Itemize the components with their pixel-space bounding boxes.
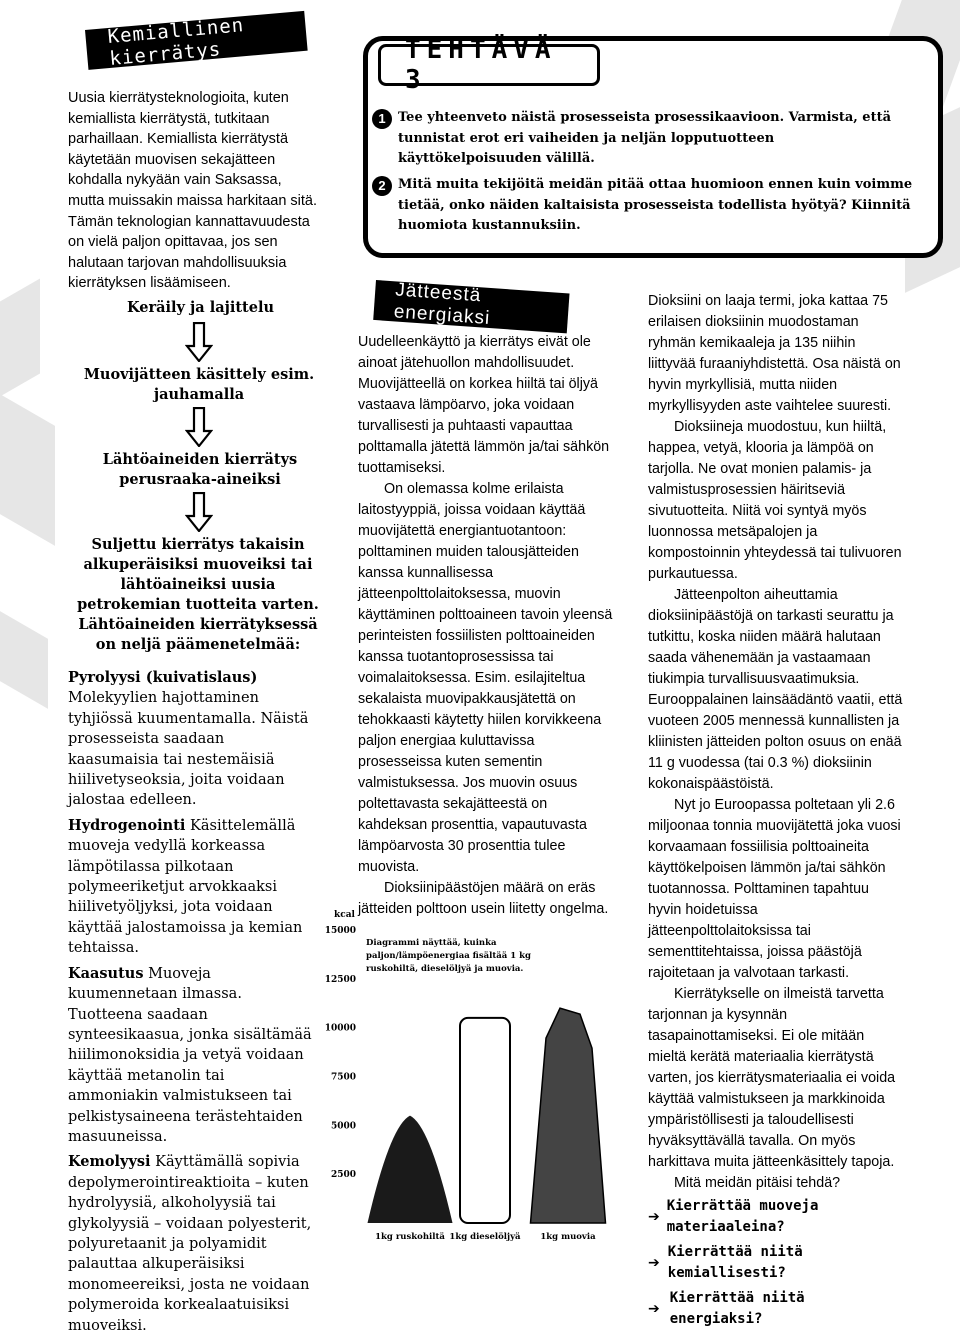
y-tick-label: 12500 (324, 974, 356, 985)
section-header-waste-to-energy: Jätteestä energiaksi (373, 280, 569, 333)
x-category-label: 1kg ruskohiltä (375, 1232, 445, 1242)
bar-lignite-pile (368, 1116, 453, 1223)
method-chemolysis: Kemolyysi Käyttämällä sopivia depolymerointireaktioita – kuten hydrolyysiä, alkoholyysiä tai glykolyysiä – voidaan polyesterit, polyuretaanit ja polyamidit palauttaa alkuperäisiksi monomeereiksi, josta ne voidaan polymeroida korkealaatuisiksi muoveiksi. (68, 1153, 312, 1334)
chart-annotation: Diagrammi näyttää, kuinka paljon/lämpöenergiaa fisältää 1 kg ruskohiltä, dieselöljyä ja muovia. (366, 938, 531, 974)
paragraph: Jätteenpolton aiheuttamia dioksiinipäästöjä on tarkasti seurattu ja tutkittu, koska niiden määrä halutaan saada vähenemään ja vastaamaan tiukimpia turvallisuusvaatimuksia. Eurooppalainen lainsäädäntö vaatii, että vuoteen 2005 mennessä kunnallisten ja kliinisten jätteiden polton osuus on enää 11 g vuodessa (tai 0.3 %) dioksiinin kokonaispäästöistä. (648, 587, 903, 792)
paragraph: Dioksiini on laaja termi, joka kattaa 75 erilaisen dioksiinin muodostaman ryhmän kemikaaleja ja 135 niihin liittyvää furaaniyhdistettä. Osa näistä on hyvin myrkyllisiä, mutta niiden myrkyllisyyden aste vaihtelee suuresti. (648, 293, 901, 414)
flow-arrow-down-icon (185, 492, 213, 532)
decorative-shape-left-bottom (0, 611, 48, 709)
energy-value-chart (320, 905, 620, 1245)
method-pyrolysis: Pyrolyysi (kuivatislaus) Molekyylien hajottaminen tyhjiössä kuumentamalla. Näistä prosesseista saadaan kaasumaisia tai nestemäisiä hiilivetyseoksia, joita voidaan jalostaa edelleen. (68, 669, 309, 809)
bar-plastic-pile (531, 1008, 606, 1223)
task-item-2: 2 Mitä muita tekijöitä meidän pitää ottaa huomioon ennen kuin voimme tietää, onko näiden kaltaisista prosesseista todellista hyötyä? Kiinnitä huomiota kustannuksiin. (398, 175, 918, 237)
chart-ylabel: kcal (334, 910, 355, 920)
y-tick-label: 5000 (330, 1121, 356, 1132)
energy-text-middle-column (358, 332, 613, 920)
method-hydrogenation: Hydrogenointi Käsittelemällä muoveja vedyllä korkeassa lämpötilassa pilkotaan polymeeriketjut arvokkaaksi hiilivetyöljyksi, jota voidaan käyttää jalostamoissa ja kemian tehtaissa. (68, 816, 303, 957)
flow-arrow-down-icon (185, 407, 213, 447)
decorative-shape-left-top (0, 278, 40, 396)
question-item: ➔ Kierrättää niitä kemiallisesti? (648, 1244, 803, 1281)
task-number-1: 1 (372, 109, 392, 129)
question-item: ➔ Kierrättää muoveja materiaaleina? (648, 1198, 819, 1235)
question-lead: Mitä meidän pitäisi tehdä? (674, 1175, 841, 1191)
energy-text-right-column (648, 291, 903, 1330)
x-category-label: 1kg muovia (540, 1232, 596, 1242)
paragraph: On olemassa kolme erilaista laitostyyppiä, joissa voidaan käyttää muovijätettä energiantuotantoon: polttaminen muiden talousjätteiden kanssa kunnallisessa jätteenpolttolaitoksessa, muovin käyttäminen polttoaineen tavoin yleensä perinteisten fossiilisten polttoaineiden kanssa tuotantoprosessissa tai voimalaitoksessa. Esim. esilajiteltua sekalaista muovipakkausjätettä on tehokkaasti käytetty hiilen korvikkeena paljon energiaa kuluttavissa prosesseissa kuten sementin valmistuksessa. Jos muovin osuus poltettavasta sekajätteestä on kahdeksan prosenttia, vapautuvasta lämpöarvosta 30 prosenttia tulee muovista. (358, 481, 613, 875)
question-item: ➔ Kierrättää niitä energiaksi? (648, 1290, 805, 1327)
flow-arrow-down-icon (185, 322, 213, 362)
x-category-label: 1kg dieselöljyä (449, 1232, 521, 1242)
flow-step-closed-loop: Suljettu kierrätys takaisin alkuperäisiksi muoveiksi tai lähtöaineiksi uusia petrokemian tuotteita varten. Lähtöaineiden kierrätyksessä on neljä päämenetelmää: (77, 536, 319, 653)
paragraph: Dioksiineja muodostuu, kun hiiltä, happea, vetyä, klooria ja lämpöä on tarjolla. Ne ovat monien palamis- ja valmistusprosessien häiritseviä sivutuotteita. Niitä voi syntyä myös luonnossa metsäpalojen ja kompostoinnin yhteydessä tai tulivuoren purkautuessa. (648, 419, 902, 582)
paragraph: Dioksiinipäästöjen määrä on eräs jätteiden polttoon usein liitetty ongelma. (358, 880, 609, 917)
paragraph: Nyt jo Euroopassa poltetaan yli 2.6 miljoonaa tonnia muovijätettä joka vuosi korvaamaan fossiilisia polttoaineita käyttökelpoisen lämmön ja/tai sähkön tuotannossa. Polttaminen tapahtuu hyvin hoidetuissa jätteenpolttolaitoksissa tai sementtitehtaissa, joissa päästöjä rajoitetaan ja valvotaan tarkasti. (648, 797, 901, 981)
section-header-chemical-recycling: Kemiallinen kierrätys (85, 11, 308, 70)
arrow-right-icon: ➔ (648, 1300, 660, 1317)
arrow-right-icon: ➔ (648, 1254, 660, 1271)
flow-step-collection: Keräily ja lajittelu (126, 299, 275, 316)
arrow-right-icon: ➔ (648, 1208, 660, 1225)
task-number-2: 2 (372, 176, 392, 196)
task-item-1: 1 Tee yhteenveto näistä prosesseista prosessikaavioon. Varmista, että tunnistat erot eri vaiheiden ja neljän lopputuotteen käyttökelpoisuuden välillä. (398, 108, 918, 170)
methods-list (68, 668, 318, 1341)
paragraph: Kierrätykselle on ilmeistä tarvetta tarjonnan ja kysynnän tasapainottamiseksi. Ei ole mitään mieltä kerätä materiaalia kierrätystä varten, jos kierrätysmateriaalia ei voida käyttää valmistukseen ja markkinoida ympäristöllisesti ja taloudellisesti hyväksyttävällä tavalla. On myös harkittava muita jätteenkäsittely tapoja. (648, 986, 896, 1170)
task-title: TEHTÄVÄ 3 (378, 44, 600, 86)
flow-step-grinding: Muovijätteen käsittely esim. jauhamalla (83, 366, 315, 403)
intro-paragraph: Uusia kierrätysteknologioita, kuten kemiallista kierrätystä, tutkitaan parhaillaan. Kemiallista kierrätystä käytetään muovisen sekajätteen kohdalla nykyään vain Saksassa, mutta muissakin maissa harkitaan sitä. Tämän teknologian kannattavuudesta on vielä paljon opittavaa, jos sen halutaan tarjovan mahdollisuuksia kierrätyksen lisäämiseen. (68, 90, 318, 292)
flow-step-feedstock: Lähtöaineiden kierrätys perusraaka-aineiksi (102, 451, 298, 488)
y-tick-label: 2500 (330, 1170, 356, 1181)
decorative-shape-left-mid (0, 394, 55, 546)
y-tick-label: 15000 (324, 926, 356, 936)
y-tick-label: 10000 (324, 1023, 356, 1034)
y-tick-label: 7500 (330, 1072, 356, 1083)
paragraph: Uudelleenkäyttö ja kierrätys eivät ole ainoat jätehuollon mahdollisuudet. Muovijätteellä on korkea hiiltä tai öljyä vastaava lämpöarvo, joka voidaan turvallisesti ja puhtaasti vapauttaa polttamalla jätettä lämmön ja/tai sähkön tuottamiseksi. (358, 334, 610, 476)
bar-diesel-barrels (460, 1018, 510, 1223)
method-gasification: Kaasutus Muoveja kuumennetaan ilmassa. Tuotteena saadaan synteesikaasua, jonka sisältämää hiilimonoksidia ja vetyä voidaan käyttää metanolin tai ammoniakin valmistukseen tai pelkistysaineena terästehtaiden masuuneissa. (68, 964, 312, 1145)
